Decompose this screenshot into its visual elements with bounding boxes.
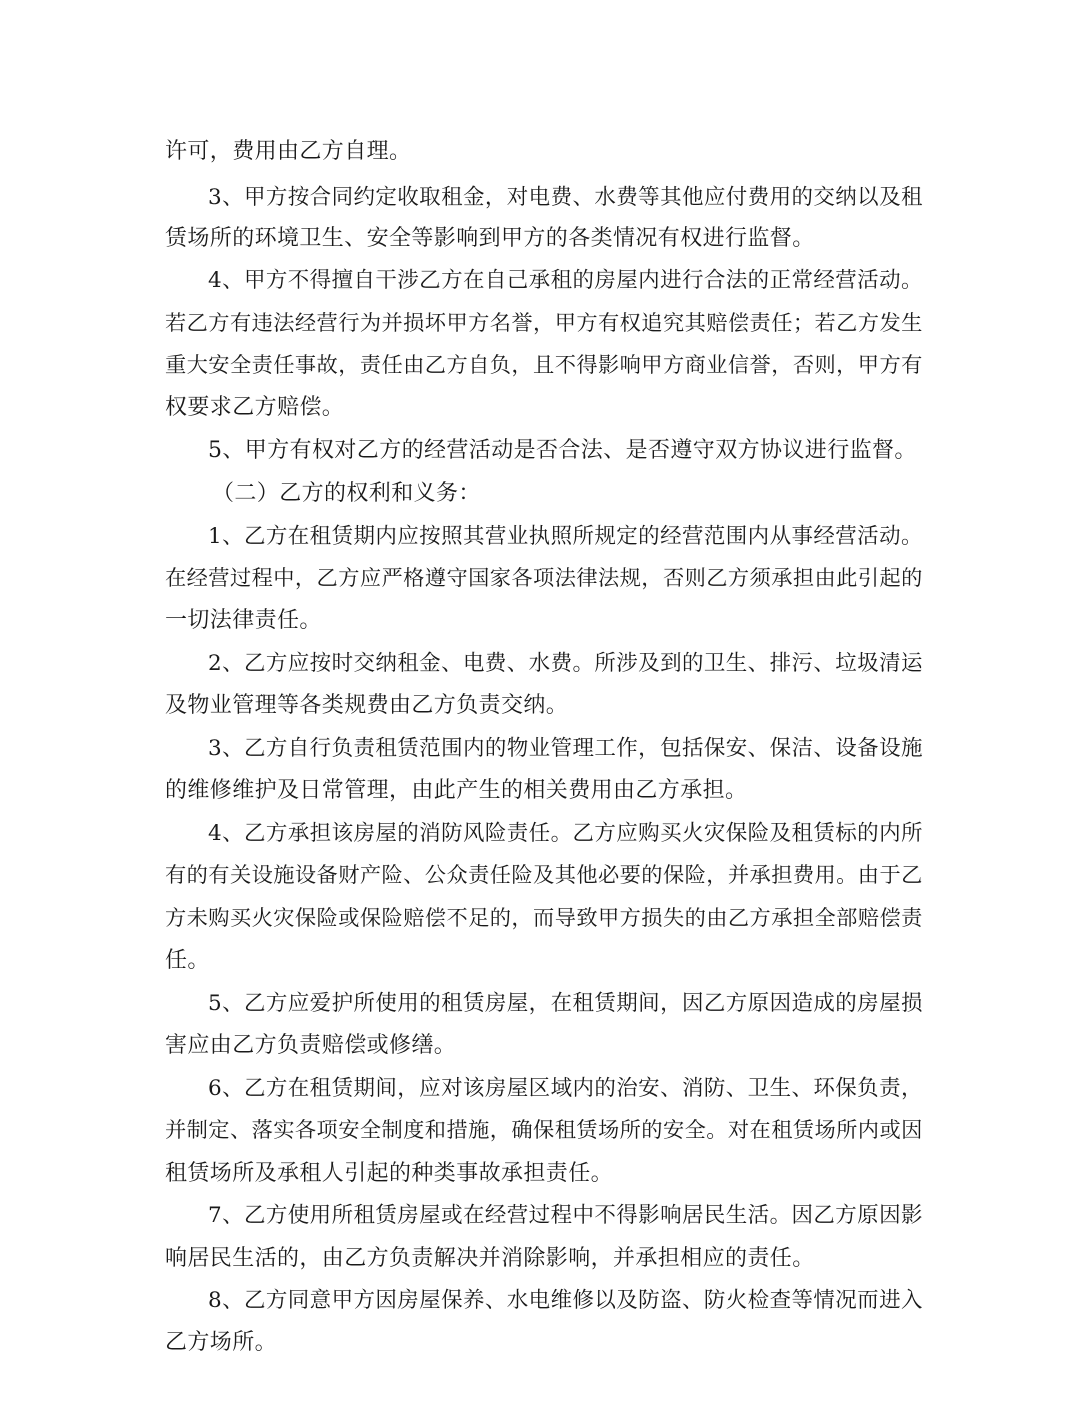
text-line: 害应由乙方负责赔偿或修缮。 (165, 1033, 457, 1058)
text-line: 的维修维护及日常管理，由此产生的相关费用由乙方承担。 (165, 778, 748, 803)
text-line: 并制定、落实各项安全制度和措施，确保租赁场所的安全。对在租赁场所内或因 (165, 1118, 923, 1143)
text-line: 响居民生活的，由乙方负责解决并消除影响，并承担相应的责任。 (165, 1246, 815, 1271)
text-line: 若乙方有违法经营行为并损坏甲方名誉，甲方有权追究其赔偿责任；若乙方发生 (165, 311, 923, 336)
section-heading: （二）乙方的权利和义务： (212, 481, 481, 506)
text-line: 权要求乙方赔偿。 (165, 395, 345, 420)
text-line: 4、乙方承担该房屋的消防风险责任。乙方应购买火灾保险及租赁标的内所 (208, 821, 923, 846)
text-line: 一切法律责任。 (165, 608, 322, 633)
text-line: 方未购买火灾保险或保险赔偿不足的，而导致甲方损失的由乙方承担全部赔偿责 (165, 906, 923, 931)
text-line: 许可，费用由乙方自理。 (165, 139, 412, 164)
text-line: 7、乙方使用所租赁房屋或在经营过程中不得影响居民生活。因乙方原因影 (208, 1203, 923, 1228)
text-line: 3、乙方自行负责租赁范围内的物业管理工作，包括保安、保洁、设备设施 (208, 736, 923, 761)
text-line: 乙方场所。 (165, 1330, 278, 1355)
text-line: 及物业管理等各类规费由乙方负责交纳。 (165, 693, 569, 718)
text-line: 4、甲方不得擅自干涉乙方在自己承租的房屋内进行合法的正常经营活动。 (208, 268, 923, 293)
text-line: 重大安全责任事故，责任由乙方自负，且不得影响甲方商业信誉，否则，甲方有 (165, 353, 923, 378)
text-line: 5、甲方有权对乙方的经营活动是否合法、是否遵守双方协议进行监督。 (208, 438, 917, 463)
text-line: 1、乙方在租赁期内应按照其营业执照所规定的经营范围内从事经营活动。 (208, 524, 923, 549)
text-line: 赁场所的环境卫生、安全等影响到甲方的各类情况有权进行监督。 (165, 226, 815, 251)
text-line: 5、乙方应爱护所使用的租赁房屋，在租赁期间，因乙方原因造成的房屋损 (208, 991, 923, 1016)
text-line: 6、乙方在租赁期间，应对该房屋区域内的治安、消防、卫生、环保负责， (208, 1076, 923, 1101)
text-line: 2、乙方应按时交纳租金、电费、水费。所涉及到的卫生、排污、垃圾清运 (208, 651, 923, 676)
text-line: 有的有关设施设备财产险、公众责任险及其他必要的保险，并承担费用。由于乙 (165, 863, 923, 888)
text-line: 任。 (165, 948, 210, 973)
text-line: 3、甲方按合同约定收取租金，对电费、水费等其他应付费用的交纳以及租 (208, 185, 923, 210)
text-line: 租赁场所及承租人引起的种类事故承担责任。 (165, 1161, 614, 1186)
text-line: 8、乙方同意甲方因房屋保养、水电维修以及防盗、防火检查等情况而进入 (208, 1288, 923, 1313)
text-line: 在经营过程中，乙方应严格遵守国家各项法律法规，否则乙方须承担由此引起的 (165, 566, 923, 591)
